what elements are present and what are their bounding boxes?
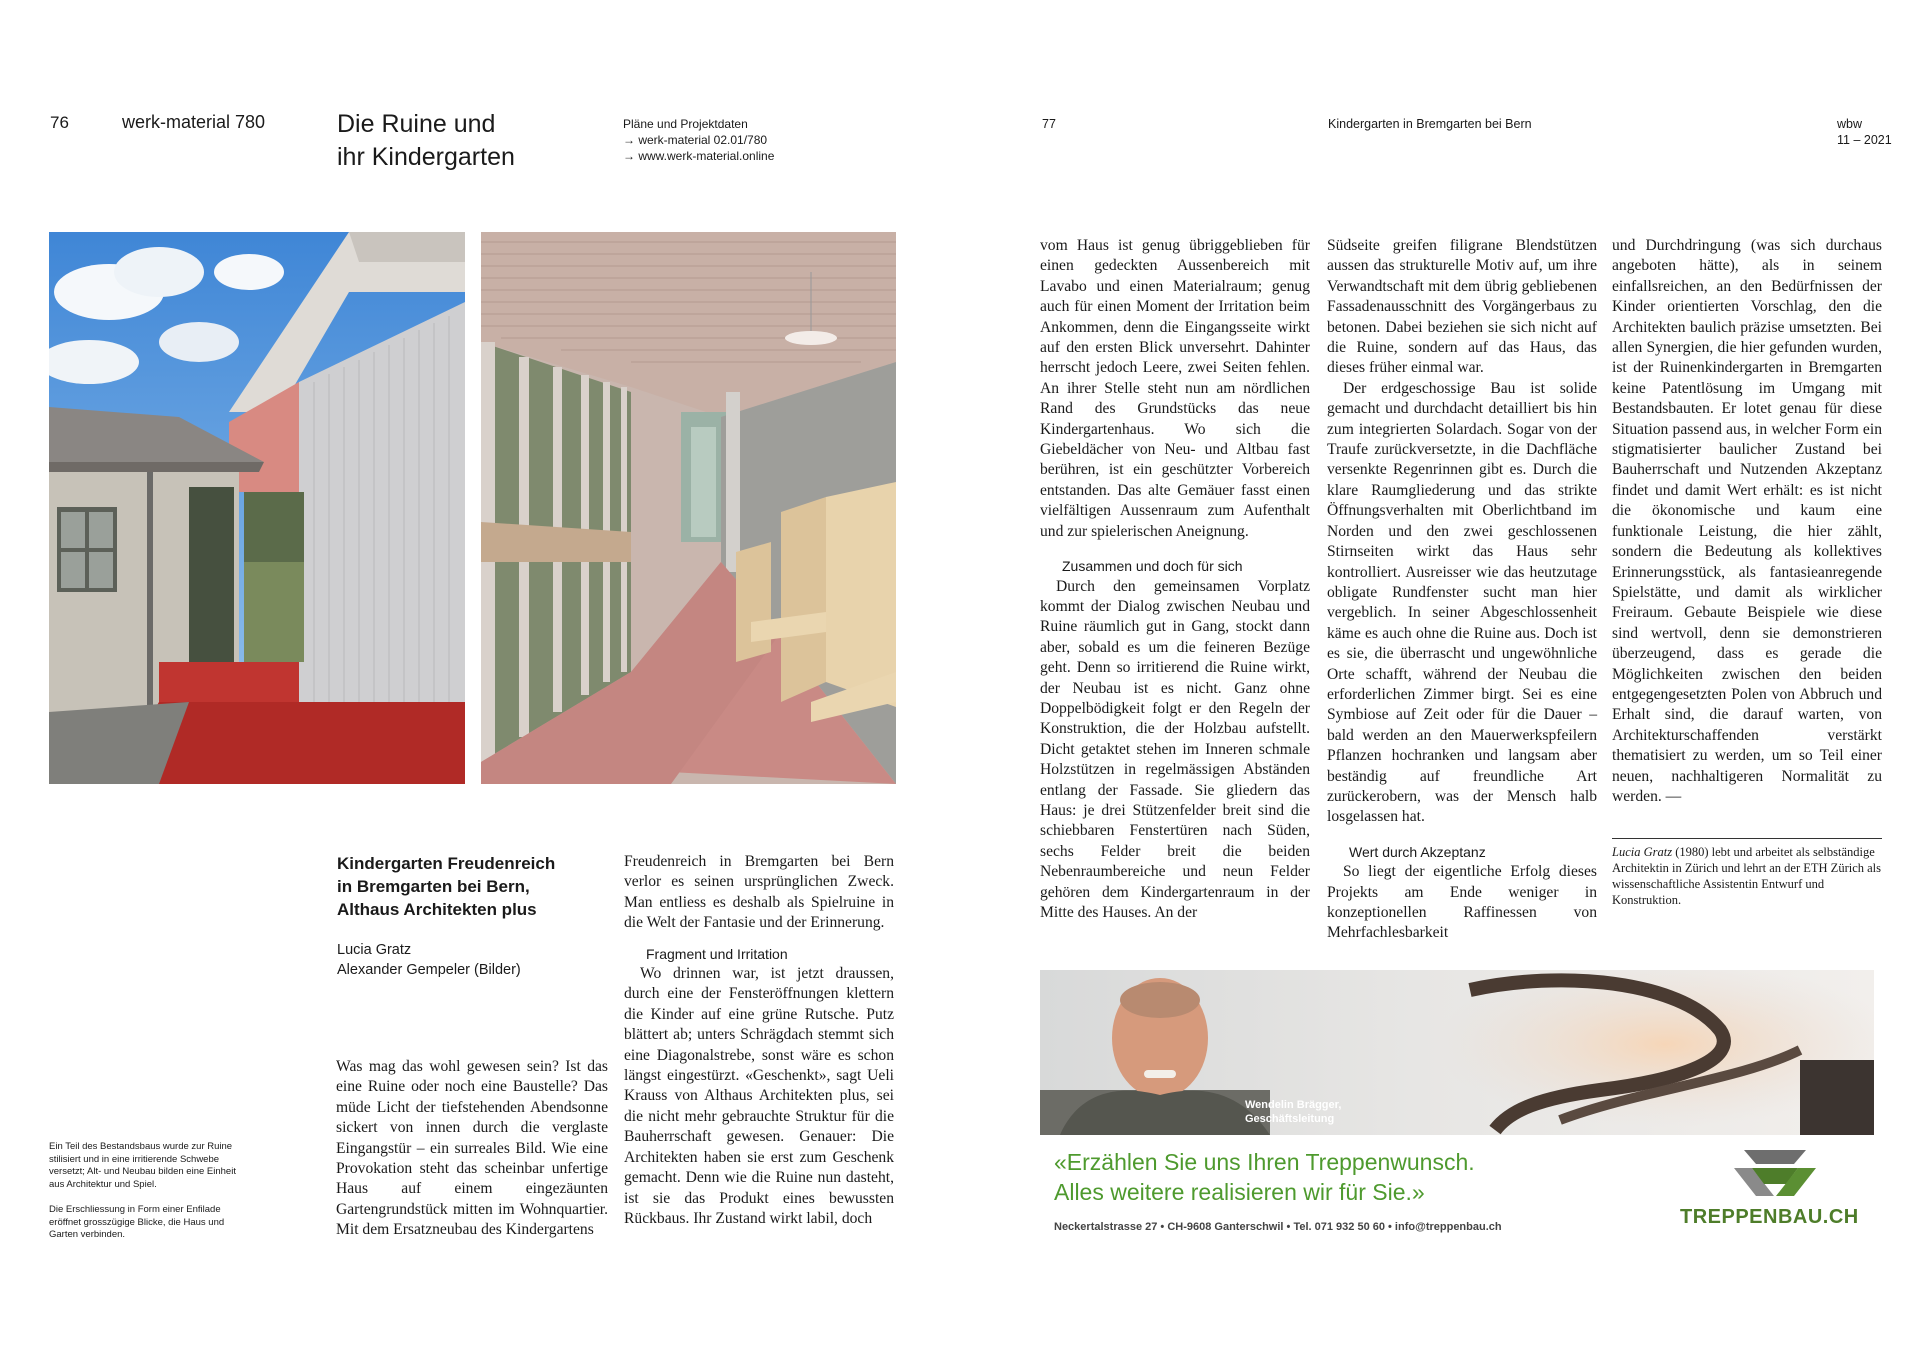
subheading: Zusammen und doch für sich bbox=[1062, 558, 1243, 575]
issue-number: 11 – 2021 bbox=[1837, 133, 1892, 147]
bio-text: (1980) lebt und arbeitet als selbständige Architektin in Zürich und lehrt an der ETH Zürich als wissenschaftliche Assistentin Entwurf und Konstruktion. bbox=[1612, 845, 1882, 907]
photo-exterior-illustration bbox=[49, 232, 465, 784]
author-name: Lucia Gratz bbox=[337, 942, 412, 958]
plans-label: Pläne und Projektdaten bbox=[623, 117, 748, 131]
paragraph: So liegt der eigentliche Erfolg dieses Projekts am Ende weniger in konzeptionellen Raffinessen von Mehrfachlesbarkeit bbox=[1327, 863, 1597, 942]
ad-quote-line2: Alles weitere realisieren wir für Sie.» bbox=[1054, 1179, 1425, 1205]
plans-link-werk-material[interactable]: → werk-material 02.01/780 bbox=[623, 133, 768, 147]
lead-line2: in Bremgarten bei Bern, bbox=[337, 877, 530, 896]
journal-name: wbw bbox=[1837, 117, 1863, 131]
left-body-column-1 bbox=[336, 1057, 608, 1241]
subheading: Fragment und Irritation bbox=[646, 945, 788, 962]
page-title-line1: Die Ruine und bbox=[337, 110, 496, 138]
left-body-column-2 bbox=[624, 852, 894, 1229]
treppenbau-logo-shape bbox=[1734, 1146, 1816, 1200]
paragraph: Durch den gemeinsamen Vorplatz kommt der Dialog zwischen Neubau und Ruine räumlich gut in Gang, stockt dann aber, sobald es um die feineren Bezüge geht. Denn so irritierend die Ruine wirkt, der Neubau ist es nicht. Ganz ohne Doppelbödigkeit folgt er den Regeln der Konstruktion, die der Holzbau aufstellt. Dicht getaktet stehen im Inneren schmale Holzstützen in regelmässigen Abständen entlang der Fassade. Sie gliedern das Haus: je drei Stützenfelder breit sind die schiebbaren Fenstertüren nach Süden, sechs Felder breit die beiden Nebenraumbereiche und neun Felder gehören dem Kindergartenraum in der Mitte des Hauses. An der bbox=[1040, 577, 1310, 921]
photo-interior-illustration bbox=[481, 232, 896, 784]
ad-brand-name: TREPPENBAU.CH bbox=[1680, 1206, 1859, 1228]
paragraph: vom Haus ist genug übriggeblieben für einen gedeckten Aussenbereich mit Lavabo und einen Materialraum; genug auch für einen Moment der Irritation beim Ankommen, denn die Eingangsseite wirkt auf den ersten Blick unversehrt. Dahinter herrscht jedoch Leere, zwei Seiten fehlen. An ihrer Stelle steht nun am nördlichen Rand des Grundstücks das neue Kindergartenhaus. Wo sich die Giebeldächer von Neu- und Altbau fast berühren, ist ein geschützter Vorbereich entstanden. Das alte Gemäuer fasst einen vielfältigen Aussenraum zum Aufenthalt und zur spielerischen Aneignung. bbox=[1040, 237, 1310, 540]
article-lead bbox=[337, 852, 555, 921]
plans-info bbox=[623, 116, 774, 164]
plans-link-website[interactable]: → www.werk-material.online bbox=[623, 149, 775, 163]
series-label: werk-material 780 bbox=[122, 112, 266, 132]
caption-exterior: Ein Teil des Bestandsbaus wurde zur Ruine stilisiert und in eine irritierende Schwebe versetzt; Alt- und Neubau bilden eine Einheit aus Architektur und Spiel. bbox=[49, 1141, 236, 1190]
bio-divider bbox=[1612, 838, 1882, 839]
paragraph: Der erdgeschossige Bau ist solide gemacht und durchdacht detailliert bis hin zum integrierten Solardach. Sogar von der Traufe zurückversetzte, in die Dachfläche versenkte Regenrinnen gibt es. Durch die klare Raumgliederung und das strikte Öffnungsverhalten mit Oberlichtband im Norden und den zwei geschlossenen Stirnseiten wirkt das Haus sehr kontrolliert. Ausreisser wie das heutzutage obligate Rundfenster sucht man hier vergeblich. In seiner Abgeschlossenheit käme es auch ohne die Ruine aus. Doch ist es sie, die überrascht und ungewöhnliche Orte schafft, während der Neubau die erforderlichen Zimmer birgt. Sei es eine Symbiose auf Zeit oder für die Dauer – bald werden an den Mauerwerkspfeilern Pflanzen hochranken und langsam aber beständig auf freundliche Art zurückerobern, was der Mensch halb losgelassen hat. bbox=[1327, 379, 1597, 826]
paragraph: Südseite greifen filigrane Blendstützen aussen das strukturelle Motiv auf, um ihre Verwandtschaft mit dem übrig gebliebenen Fassadenausschnitt des Vorgängerbaus zu betonen. Dabei beziehen sie sich nicht auf die Ruine, sondern auf das Haus, das dieses früher einmal war. bbox=[1327, 237, 1597, 377]
right-page-number: 77 bbox=[1042, 117, 1056, 131]
right-body-column-2 bbox=[1327, 236, 1597, 944]
bio-name: Lucia Gratz bbox=[1612, 845, 1673, 859]
page-title bbox=[337, 108, 515, 174]
treppenbau-logo-icon bbox=[1734, 1146, 1816, 1200]
ad-person-role: Geschäftsleitung bbox=[1245, 1113, 1335, 1125]
ad-person-name: Wendelin Brägger, bbox=[1245, 1099, 1342, 1111]
photo-captions bbox=[49, 1141, 247, 1242]
running-title: Kindergarten in Bremgarten bei Bern bbox=[1328, 117, 1532, 131]
paragraph: Was mag das wohl gewesen sein? Ist das eine Ruine oder noch eine Baustelle? Das müde Licht der tiefstehenden Abendsonne sickert von innen durch die verglaste Eingangstür – ein surreales Bild. Wie eine Provokation steht das scheinbar unfertige Haus auf einem eingezäunten Gartengrundstück mitten im Wohnquartier. Mit dem Ersatzneubau des Kindergartens bbox=[336, 1058, 608, 1239]
right-body-column-1 bbox=[1040, 236, 1310, 923]
ad-person bbox=[1245, 1098, 1341, 1126]
paragraph: Wo drinnen war, ist jetzt draussen, durch eine der Fensteröffnungen klettern die Kinder auf eine grüne Rutsche. Putz blättert ab; unters Schrägdach stemmt sich eine Diagonalstrebe, sonst wäre es schon längst eingestürzt. «Geschenkt», sagt Ueli Krauss von Althaus Architekten plus, sei die nicht mehr gebrauchte Struktur für die Bauherrschaft gewesen. Genauer: Die Architekten haben sie erst zum Geschenk gemacht. Denn wie die Ruine nun dasteht, ist sie das Produkt eines bewussten Rückbaus. Ihr Zustand wirkt labil, doch bbox=[624, 965, 894, 1227]
author-bio bbox=[1612, 844, 1882, 908]
left-page-number: 76 bbox=[50, 113, 69, 132]
page-title-line2: ihr Kindergarten bbox=[337, 143, 515, 171]
ad-photo-illustration bbox=[1040, 970, 1874, 1135]
advertisement[interactable] bbox=[1040, 970, 1880, 1240]
photo-interior bbox=[481, 232, 896, 784]
paragraph: Freudenreich in Bremgarten bei Bern verlor es seinen ursprünglichen Zweck. Man entliess es deshalb als Spielruine in die Welt der Fantasie und der Erinnerung. bbox=[624, 853, 894, 932]
ad-quote bbox=[1054, 1147, 1475, 1207]
article-credits bbox=[337, 940, 521, 980]
lead-line3: Althaus Architekten plus bbox=[337, 900, 537, 919]
subheading: Wert durch Akzeptanz bbox=[1349, 843, 1486, 860]
right-body-column-3 bbox=[1612, 236, 1882, 807]
journal-info bbox=[1837, 116, 1892, 148]
photo-exterior bbox=[49, 232, 465, 784]
paragraph: und Durchdringung (was sich durchaus angeboten hätte), als in seinem einfallsreichen, an den Bedürfnissen der Kinder orientierten Vorschlag, den die Architekten baulich präzise umsetzten. Bei allen Synergien, die hier gefunden wurden, ist der Ruinenkindergarten in Bremgarten keine Patentlösung im Umgang mit Bestandsbauten. Er lotet genau für diese Situation passend aus, in welcher Form ein stigmatisierter baulicher Zustand bei Bauherrschaft und Nutzenden Akzeptanz findet und damit Wert erhält: es ist nicht die ökonomische und kaum eine funktionale Leistung, die hier zählt, sondern die Bedeutung als kollektives Erinnerungsstück, als fantasieanregende Spielstätte, und damit als wirklicher Freiraum. Gebaute Beispiele wie diese sind wertvoll, denn sie demonstrieren überzeugend, dass es gerade die Möglichkeiten zwischen den beiden entgegengesetzten Polen von Abbruch und Erhalt sind, die darauf warten, von Architekturschaffenden verstärkt thematisiert zu werden, um so Teil einer neuen, nachhaltigeren Normalität zu werden. — bbox=[1612, 237, 1882, 805]
caption-interior: Die Erschliessung in Form einer Enfilade eröffnet grosszügige Blicke, die Haus und Garten verbinden. bbox=[49, 1204, 225, 1240]
ad-address: Neckertalstrasse 27 • CH-9608 Ganterschwil • Tel. 071 932 50 60 • info@treppenbau.ch bbox=[1054, 1221, 1502, 1233]
lead-line1: Kindergarten Freudenreich bbox=[337, 854, 556, 873]
ad-photo bbox=[1040, 970, 1874, 1135]
ad-quote-line1: «Erzählen Sie uns Ihren Treppenwunsch. bbox=[1054, 1149, 1475, 1175]
photographer-name: Alexander Gempeler (Bilder) bbox=[337, 962, 521, 978]
